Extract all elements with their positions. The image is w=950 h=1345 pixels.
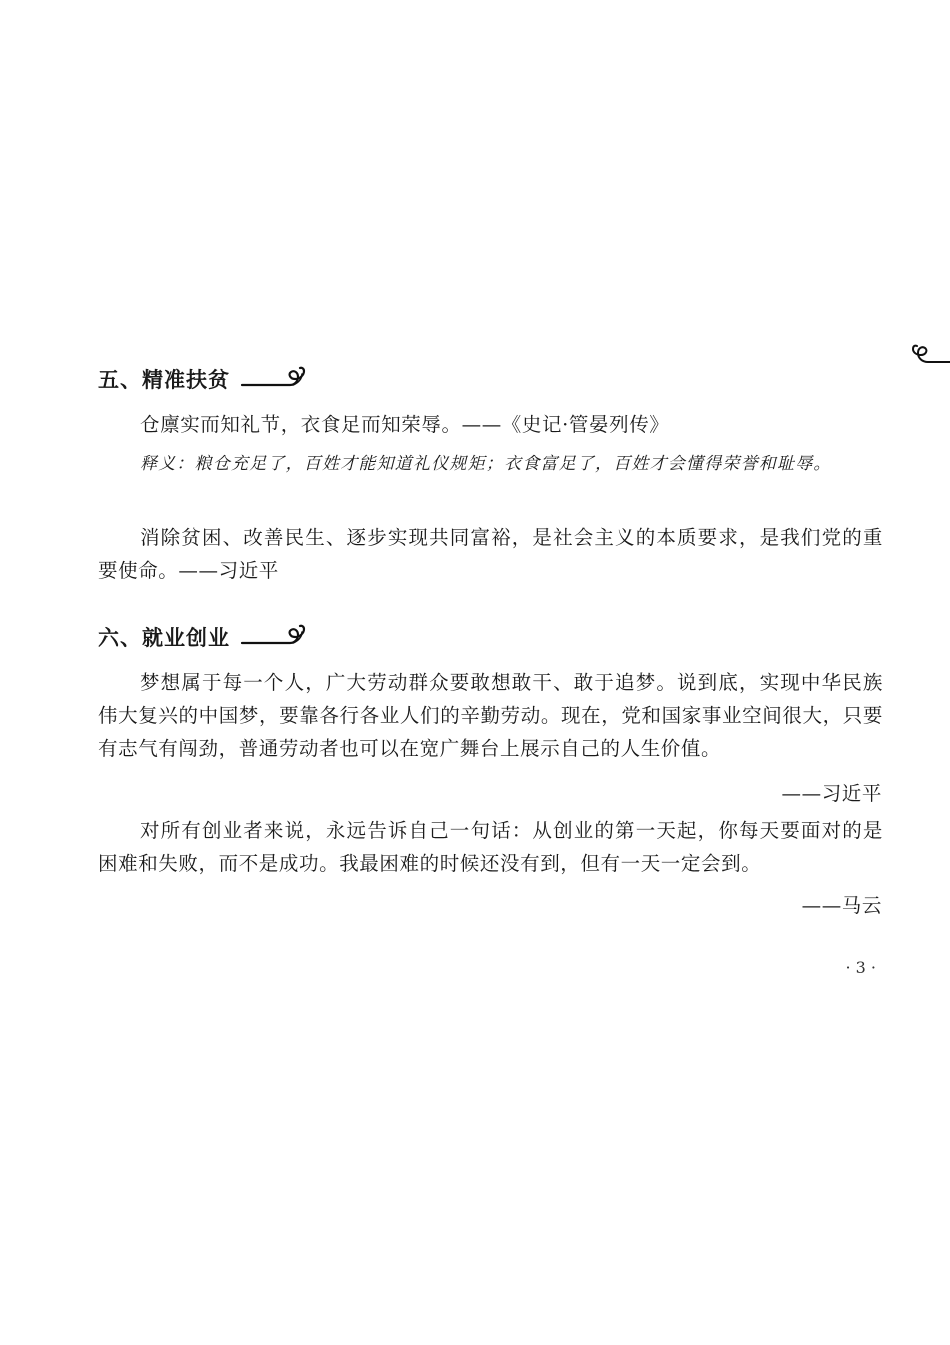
quote-attribution: ——习近平 xyxy=(781,782,882,805)
sprout-flourish-icon xyxy=(240,366,310,392)
section-heading-6-text: 六、就业创业 xyxy=(98,626,230,650)
section-heading-6 xyxy=(98,620,310,654)
quote-paragraph: 对所有创业者来说，永远告诉自己一句话：从创业的第一天起，你每天要面对的是困难和失败，而不是成功。我最困难的时候还没有到，但有一天一定会到。 xyxy=(98,819,883,875)
explanation-paragraph: 释义：粮仓充足了，百姓才能知道礼仪规矩；衣食富足了，百姓才会懂得荣誉和耻辱。 xyxy=(140,454,832,474)
quote-paragraph: 消除贫困、改善民生、逐步实现共同富裕，是社会主义的本质要求，是我们党的重要使命。——习近平 xyxy=(98,526,883,582)
quote-paragraph: 梦想属于每一个人，广大劳动群众要敢想敢干、敢于追梦。说到底，实现中华民族伟大复兴的中国梦，要靠各行各业人们的辛勤劳动。现在，党和国家事业空间很大，只要有志气有闯劲，普通劳动者也可以在宽广舞台上展示自己的人生价值。 xyxy=(98,671,883,760)
section-heading-5 xyxy=(98,362,310,396)
curl-flourish-icon xyxy=(904,342,950,368)
quote-paragraph: 仓廪实而知礼节，衣食足而知荣辱。——《史记·管晏列传》 xyxy=(140,413,670,436)
sprout-flourish-icon xyxy=(240,624,310,650)
page-number: · 3 · xyxy=(845,958,876,977)
quote-attribution: ——马云 xyxy=(801,894,882,917)
section-heading-5-text: 五、精准扶贫 xyxy=(98,368,230,392)
